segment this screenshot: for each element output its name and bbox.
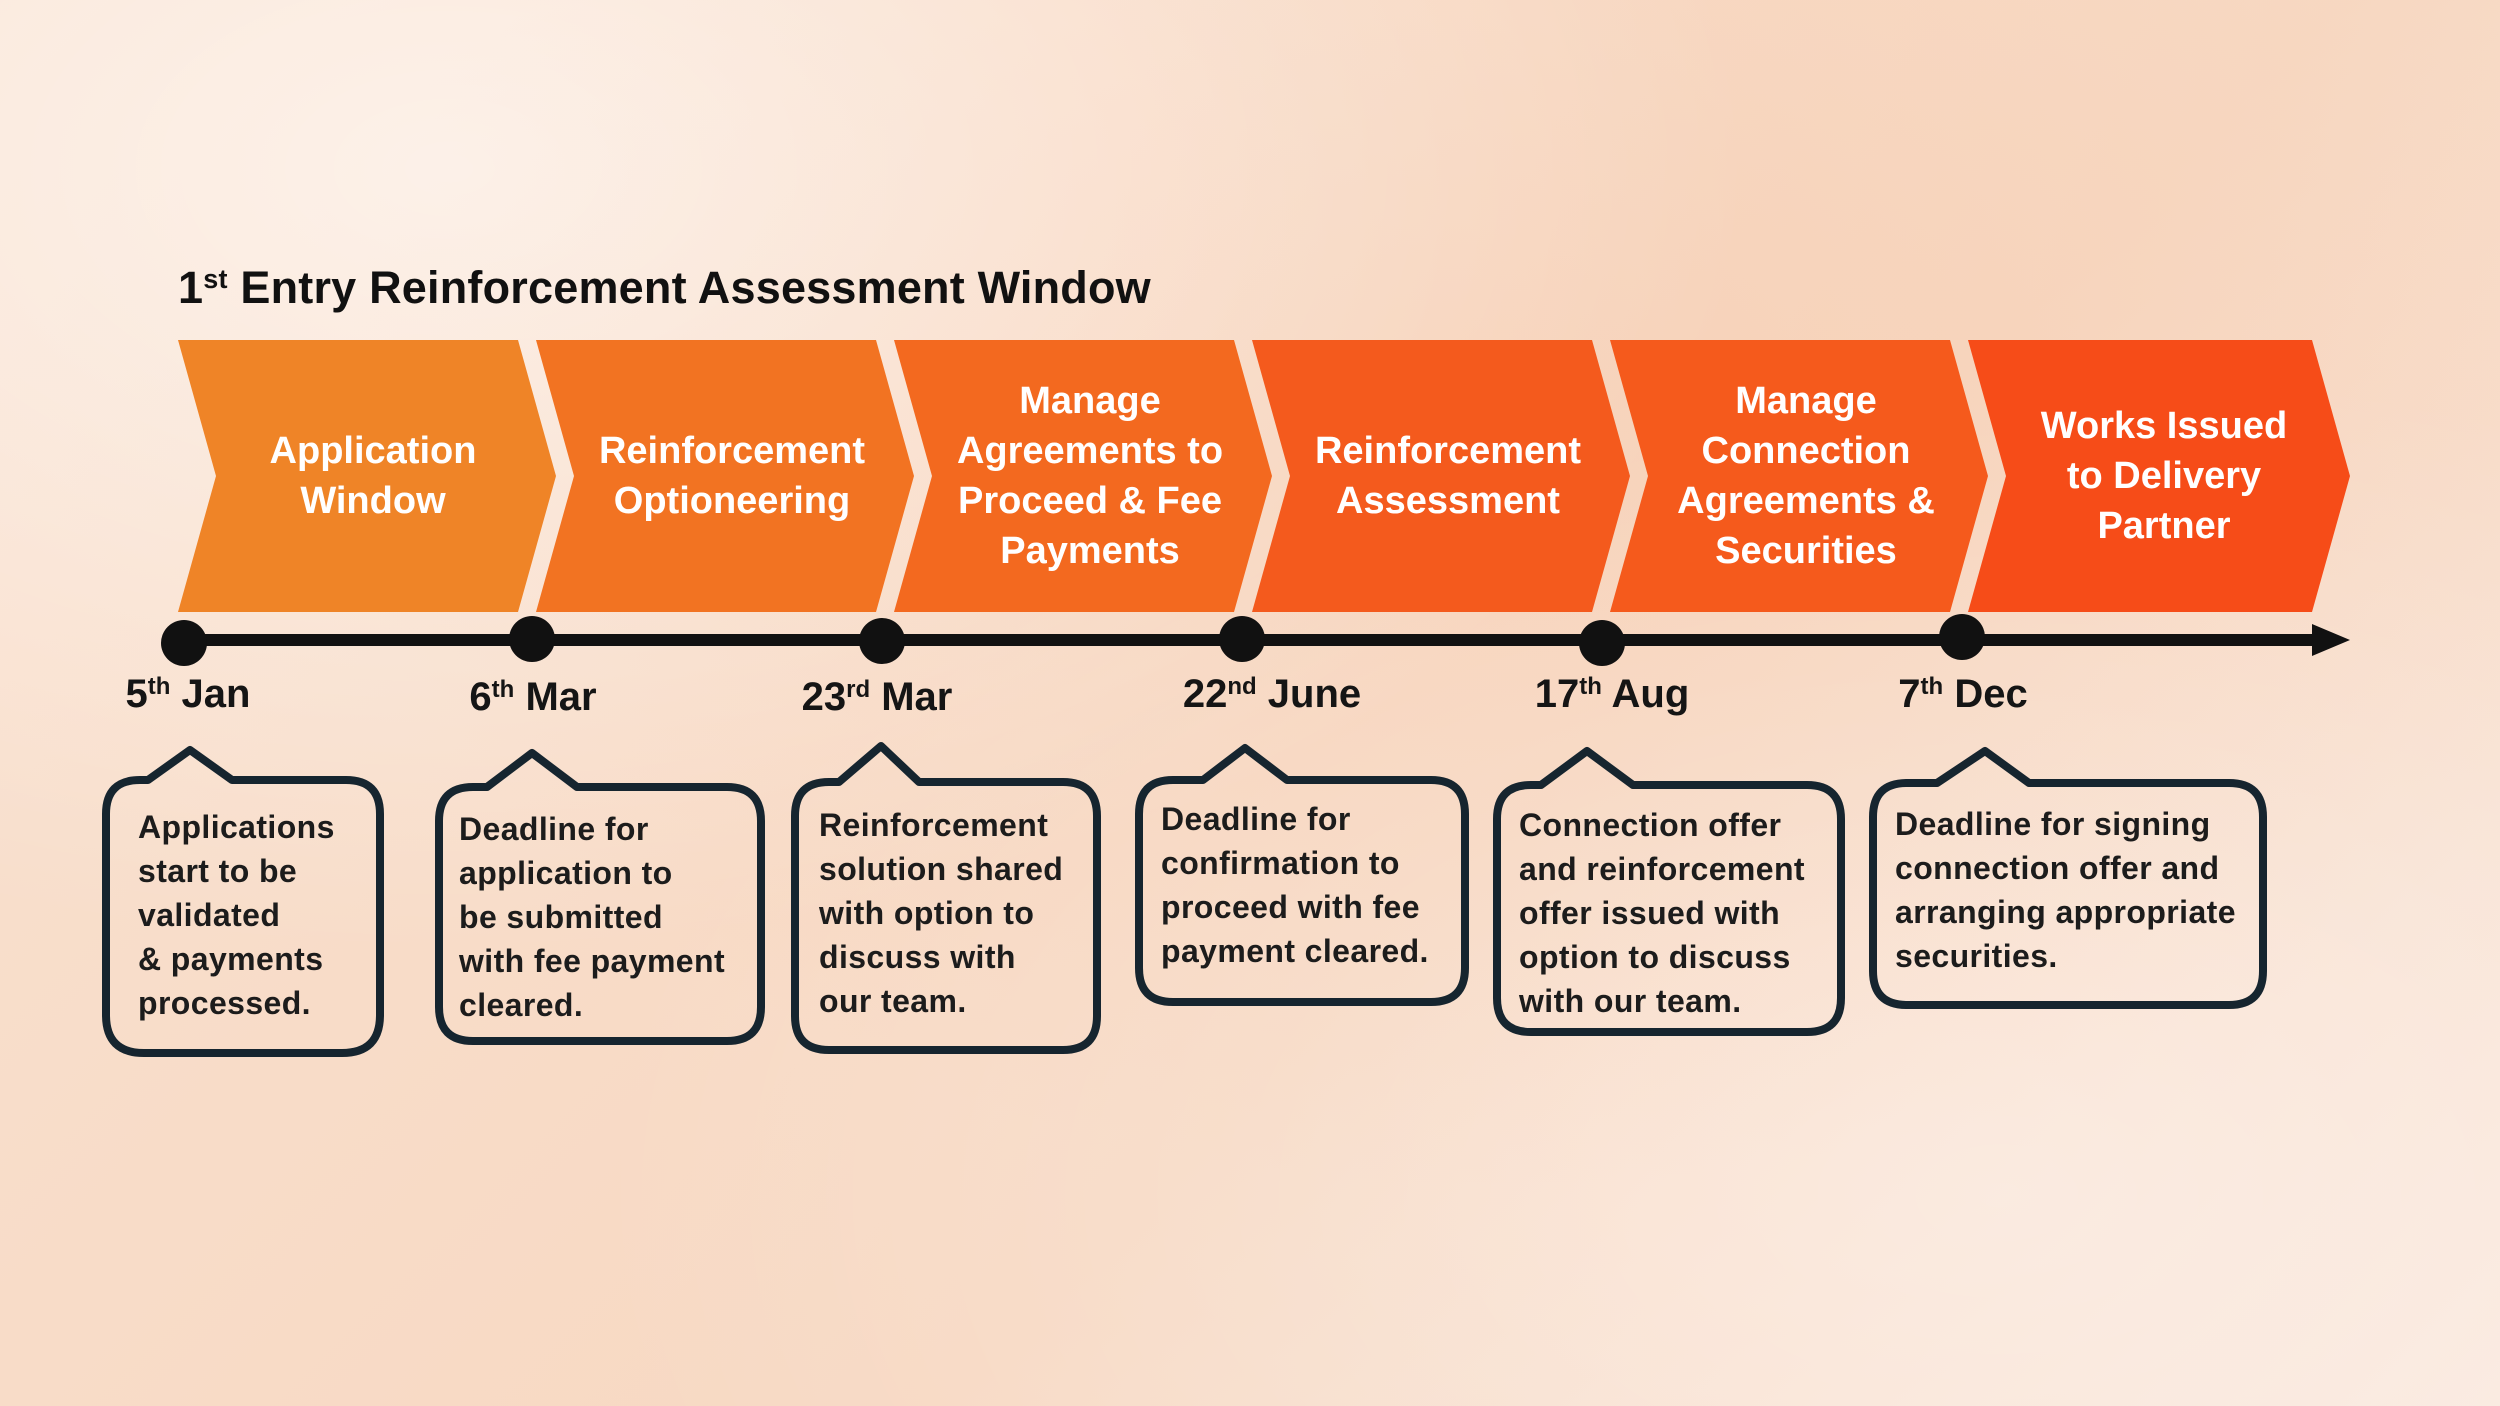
milestone-date-3: [802, 675, 953, 720]
milestone-callout-2: [431, 745, 769, 1050]
axis-arrowhead: [2312, 624, 2350, 656]
title-text: Entry Reinforcement Assessment Window: [227, 262, 1151, 313]
date-month: Dec: [1943, 672, 2028, 716]
date-suffix: th: [1579, 672, 1602, 700]
date-day: 22: [1182, 672, 1228, 716]
callout-text: Applications start to be validated & payments processed.: [138, 809, 335, 1021]
milestone-dot-3: [859, 618, 905, 664]
milestone-callout-4: [1133, 742, 1473, 1010]
milestone-dot-5: [1579, 620, 1625, 666]
date-suffix: nd: [1227, 672, 1257, 700]
milestone-callout-1: [100, 745, 386, 1060]
date-suffix: th: [1920, 672, 1944, 700]
milestone-callout-3: [789, 740, 1103, 1058]
milestone-dot-4: [1219, 616, 1265, 662]
callout-text: Reinforcement solution shared with option to discuss with our team.: [819, 807, 1064, 1019]
callout-text: Deadline for application to be submitted with fee payment cleared.: [459, 811, 726, 1023]
milestone-dot-2: [509, 616, 555, 662]
stage-label-text: Reinforcement Assessment: [1314, 430, 1582, 522]
milestone-date-5: [1535, 672, 1690, 717]
stage-label-text: Works Issued to Delivery Partner: [2040, 405, 2288, 547]
milestone-date-1: [126, 672, 251, 717]
milestone-date-2: [469, 675, 596, 720]
stage-label-text: Reinforcement Optioneering: [598, 430, 866, 522]
date-day: 23: [801, 675, 847, 719]
milestone-callout-5: [1489, 745, 1852, 1040]
title-superscript: st: [203, 264, 228, 295]
callout-text: Connection offer and reinforcement offer issued with option to discuss with our team.: [1519, 807, 1805, 1019]
date-month: June: [1256, 672, 1362, 716]
date-day: 7: [1898, 672, 1921, 716]
date-month: Mar: [514, 675, 597, 719]
milestone-date-6: [1898, 672, 2027, 717]
date-suffix: rd: [846, 675, 871, 703]
title-number: 1: [178, 262, 204, 313]
callout-text: Deadline for confirmation to proceed with fee payment cleared.: [1161, 801, 1429, 969]
date-day: 5: [125, 672, 148, 716]
date-month: Jan: [170, 672, 251, 716]
milestone-dot-6: [1939, 614, 1985, 660]
stage-label-text: Manage Agreements to Proceed & Fee Payments: [956, 380, 1224, 572]
date-suffix: th: [147, 672, 171, 700]
stage-label-text: Manage Connection Agreements & Securities: [1677, 380, 1935, 572]
milestone-date-4: [1183, 672, 1361, 717]
milestone-dot-1: [161, 620, 207, 666]
milestone-callout-6: [1867, 745, 2275, 1013]
date-suffix: th: [491, 675, 515, 703]
date-month: Mar: [870, 675, 953, 719]
callout-text: Deadline for signing connection offer and arranging appropriate securities.: [1895, 806, 2236, 974]
date-day: 6: [469, 675, 492, 719]
date-day: 17: [1534, 672, 1580, 716]
stage-label-text: Application Window: [269, 430, 477, 522]
date-month: Aug: [1601, 672, 1690, 716]
